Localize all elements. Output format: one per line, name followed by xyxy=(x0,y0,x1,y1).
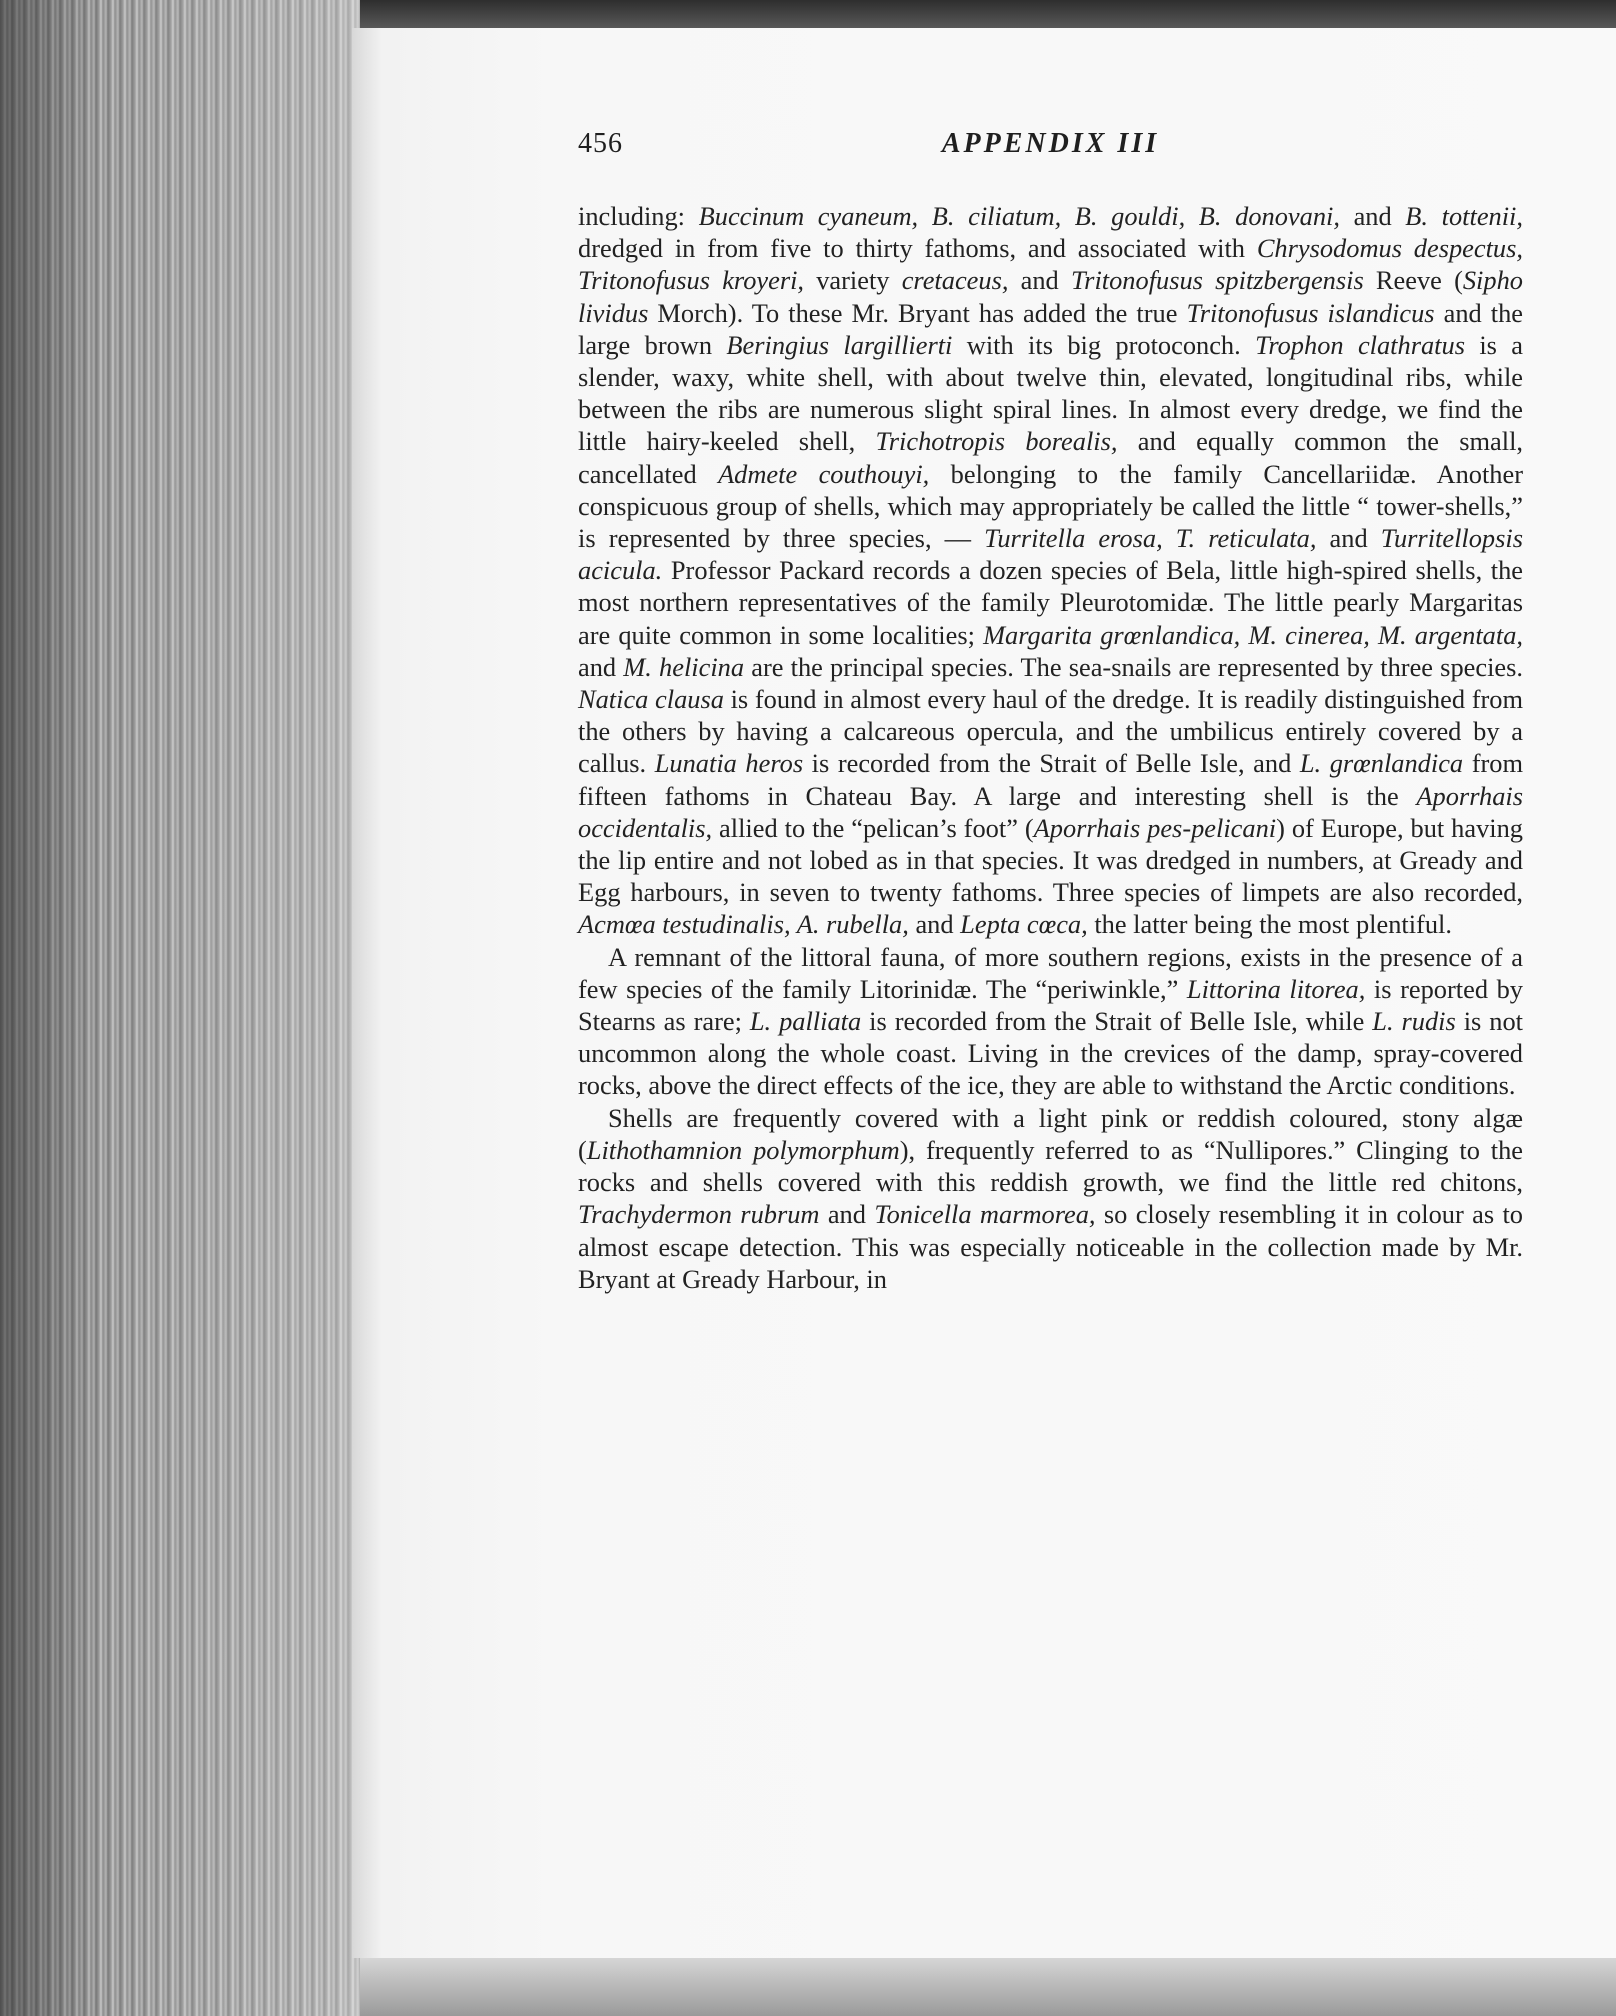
paragraph xyxy=(578,1102,1523,1295)
italic-text: Chrysodomus despectus, Tritonofusus kroyeri, xyxy=(578,233,1523,296)
italic-text: L. grœnlandica xyxy=(1299,748,1464,779)
italic-text: Tritonofusus islandicus xyxy=(1186,297,1435,328)
text-run: and xyxy=(578,651,624,682)
text-run: is found in almost every haul of the dredge. It is readily distinguished from the others by having a calcareous opercula, and the umbilicus entirely covered by a callus. xyxy=(578,684,1523,779)
italic-text: L. palliata xyxy=(749,1006,862,1037)
italic-text: Margarita grœnlandica, M. cinerea, M. argentata, xyxy=(983,619,1523,650)
italic-text: Littorina litorea, xyxy=(1186,973,1366,1004)
text-run: ), frequently referred to as “Nullipores.” Clinging to the rocks and shells covered with this reddish growth, we find the little red chitons, xyxy=(578,1134,1524,1198)
running-head: APPENDIX III xyxy=(941,128,1160,159)
text-run: Morch). To these Mr. Bryant has added the true xyxy=(648,297,1187,328)
text-run: from fifteen fathoms in Chateau Bay. A large and interesting shell is the xyxy=(578,748,1523,811)
text-run: is reported by Stearns as rare; xyxy=(578,973,1523,1037)
italic-text: Turritella erosa, T. reticulata, xyxy=(984,523,1317,554)
text-run: are the principal species. The sea-snails are represented by three species. xyxy=(744,651,1523,682)
text-run: and xyxy=(1008,265,1071,296)
text-run: and xyxy=(1339,201,1406,231)
italic-text: Buccinum cyaneum, B. ciliatum, B. gouldi, B. donovani, xyxy=(698,201,1340,231)
text-run: Shells are frequently covered with a light pink or reddish coloured, stony algæ ( xyxy=(578,1102,1523,1165)
italic-text: Trichotropis borealis, xyxy=(875,426,1118,457)
italic-text: Trophon clathratus xyxy=(1255,329,1465,360)
text-run: belonging to the family Cancellariidæ. Another conspicuous group of shells, which may appropriately be called the little “ tower-shells,” is represented by three species, — xyxy=(578,458,1524,554)
body-text xyxy=(578,200,1523,1295)
italic-text: Lunatia heros xyxy=(654,748,804,779)
paragraph xyxy=(578,941,1523,1102)
italic-text: Natica clausa xyxy=(578,684,724,715)
text-run: dredged in from five to thirty fathoms, and associated with xyxy=(578,233,1257,264)
italic-text: B. tottenii, xyxy=(1405,201,1523,231)
text-run: is not uncommon along the whole coast. Living in the crevices of the damp, spray-covered rocks, above the direct effects of the ice, they are able to withstand the Arctic conditions. xyxy=(578,1006,1523,1101)
italic-text: Beringius largillierti xyxy=(726,329,953,360)
italic-text: Aporrhais pes-pelicani xyxy=(1033,812,1277,843)
page-edges-stack xyxy=(0,0,360,2016)
italic-text: Trachydermon rubrum xyxy=(578,1199,820,1230)
text-run: the latter being the most plentiful. xyxy=(1087,909,1452,940)
page-header xyxy=(578,128,1523,168)
italic-text: L. rudis xyxy=(1372,1006,1456,1037)
text-run: is recorded from the Strait of Belle Isle, while xyxy=(861,1006,1373,1037)
text-run: and xyxy=(908,909,961,940)
italic-text: Tonicella marmorea, xyxy=(874,1199,1096,1230)
italic-text: M. helicina xyxy=(623,651,745,682)
text-run: and xyxy=(1316,523,1381,554)
italic-text: Turritellopsis acicula. xyxy=(578,523,1523,586)
text-run: is a slender, waxy, white shell, with about twelve thin, elevated, longitudinal ribs, while between the ribs are numerous slight spiral lines. In almost every dredge, we find the little hairy-keeled shell, xyxy=(578,329,1524,457)
text-run: and xyxy=(819,1199,875,1230)
italic-text: Admete couthouyi, xyxy=(718,458,930,489)
text-run: and equally common the small, cancellated xyxy=(578,426,1524,489)
italic-text: Sipho lividus xyxy=(578,265,1523,328)
italic-text: Lithothamnion polymorphum xyxy=(586,1134,900,1165)
text-run: and the large brown xyxy=(578,297,1524,360)
text-run: is recorded from the Strait of Belle Isle, and xyxy=(803,748,1300,779)
text-run: variety xyxy=(804,265,902,296)
italic-text: Acmœa testudinalis, A. rubella, xyxy=(578,909,909,940)
text-run: allied to the “pelican’s foot” ( xyxy=(712,812,1034,843)
italic-text: cretaceus, xyxy=(901,265,1009,296)
text-run: A remnant of the littoral fauna, of more southern regions, exists in the presence of a few species of the family Litorinidæ. The “periwinkle,” xyxy=(578,941,1523,1004)
italic-text: Tritonofusus spitzbergensis xyxy=(1070,265,1364,296)
text-run: including: xyxy=(578,201,699,231)
italic-text: Aporrhais occidentalis, xyxy=(578,780,1523,843)
text-run: so closely resembling it in colour as to almost escape detection. This was especially noticeable in the collection made by Mr. Bryant at Gready Harbour, in xyxy=(578,1199,1523,1294)
text-run: Reeve ( xyxy=(1363,265,1463,296)
paragraph xyxy=(578,200,1523,941)
text-run: with its big protoconch. xyxy=(952,329,1256,360)
page-number: 456 xyxy=(578,128,623,159)
italic-text: Lepta cœca, xyxy=(960,909,1088,940)
text-run: ) of Europe, but having the lip entire and not lobed as in that species. It was dredged in numbers, at Gready and Egg harbours, in seven to twenty fathoms. Three species of limpets are also recorded, xyxy=(578,812,1523,908)
text-run: Professor Packard records a dozen species of Bela, little high-spired shells, the most northern representatives of the family Pleurotomidæ. The little pearly Margaritas are quite common in some localities; xyxy=(578,555,1523,650)
